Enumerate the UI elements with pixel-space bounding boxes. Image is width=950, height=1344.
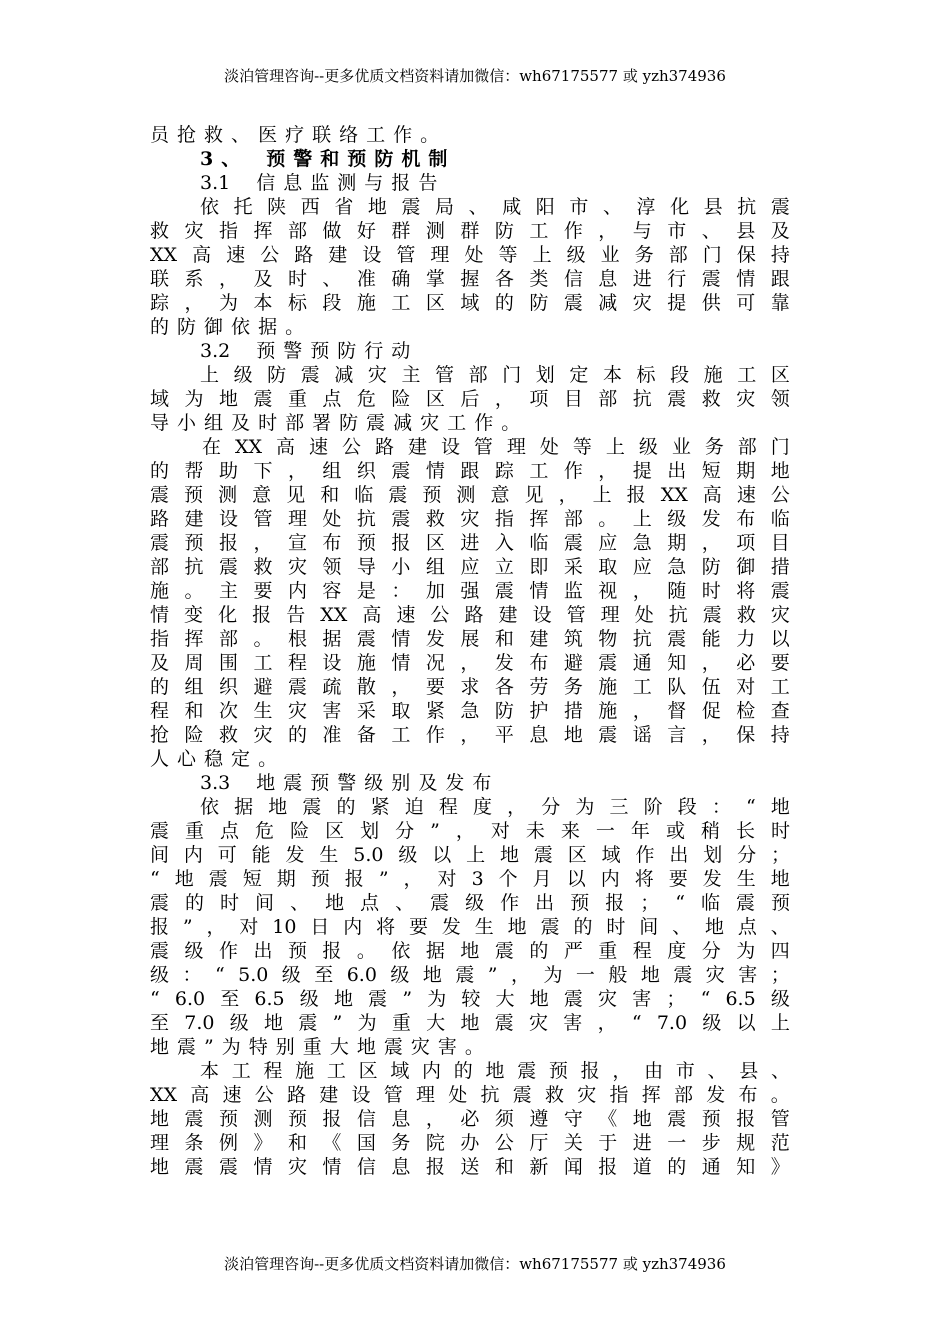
text-line: 指 挥 部 。 根 据 震 情 发 展 和 建 筑 物 抗 震 能 力 以 — [150, 628, 790, 650]
text-line: 施 。 主 要 内 容 是 ： 加 强 震 情 监 视 ， 随 时 将 震 — [150, 580, 790, 602]
text-line: XX 高 速 公 路 建 设 管 理 处 抗 震 救 灾 指 挥 部 发 布 。 — [150, 1084, 790, 1106]
text-line: 地 震 预 测 预 报 信 息 ， 必 须 遵 守 《 地 震 预 报 管 — [150, 1108, 790, 1130]
text-line: 及 周 围 工 程 设 施 情 况 ， 发 布 避 震 通 知 ， 必 要 — [150, 652, 790, 674]
text-line: 级 ： “ 5.0 级 至 6.0 级 地 震 ” ， 为 一 般 地 震 灾 害 ； — [150, 964, 790, 986]
text-line: “ 6.0 至 6.5 级 地 震 ” 为 较 大 地 震 灾 害 ； “ 6.5 级 — [150, 988, 790, 1010]
text-line: 部 抗 震 救 灾 领 导 小 组 应 立 即 采 取 应 急 防 御 措 — [150, 556, 790, 578]
text-line: 依 据 地 震 的 紧 迫 程 度 ， 分 为 三 阶 段 ： “ 地 — [200, 796, 790, 818]
text-line: 震 预 测 意 见 和 临 震 预 测 意 见 ， 上 报 XX 高 速 公 — [150, 484, 790, 506]
text-line: “ 地 震 短 期 预 报 ” ， 对 3 个 月 以 内 将 要 发 生 地 — [150, 868, 790, 890]
text-line: 震 级 作 出 预 报 。 依 据 地 震 的 严 重 程 度 分 为 四 — [150, 940, 790, 962]
text-line: 联 系 ， 及 时 、 准 确 掌 握 各 类 信 息 进 行 震 情 跟 — [150, 268, 790, 290]
text-line: 员 抢 救 、 医 疗 联 络 工 作 。 — [150, 124, 440, 146]
text-line: 域 为 地 震 重 点 危 险 区 后 ， 项 目 部 抗 震 救 灾 领 — [150, 388, 790, 410]
text-line: 抢 险 救 灾 的 准 备 工 作 ， 平 息 地 震 谣 言 ， 保 持 — [150, 724, 790, 746]
text-line: 程 和 次 生 灾 害 采 取 紧 急 防 护 措 施 ， 督 促 检 查 — [150, 700, 790, 722]
text-line: 震 预 报 ， 宣 布 预 报 区 进 入 临 震 应 急 期 ， 项 目 — [150, 532, 790, 554]
text-line: 3 、 预 警 和 预 防 机 制 — [200, 148, 448, 170]
text-line: 上 级 防 震 减 灾 主 管 部 门 划 定 本 标 段 施 工 区 — [200, 364, 790, 386]
text-line: 理 条 例 》 和 《 国 务 院 办 公 厅 关 于 进 一 步 规 范 — [150, 1132, 790, 1154]
text-line: 3.2 预 警 预 防 行 动 — [200, 340, 411, 362]
text-line: 报 ” ， 对 10 日 内 将 要 发 生 地 震 的 时 间 、 地 点 、 — [150, 916, 790, 938]
text-line: 3.3 地 震 预 警 级 别 及 发 布 — [200, 772, 492, 794]
text-line: 路 建 设 管 理 处 抗 震 救 灾 指 挥 部 。 上 级 发 布 临 — [150, 508, 790, 530]
text-line: 本 工 程 施 工 区 域 内 的 地 震 预 报 ， 由 市 、 县 、 — [200, 1060, 790, 1082]
text-line: 震 的 时 间 、 地 点 、 震 级 作 出 预 报 ； “ 临 震 预 — [150, 892, 790, 914]
text-line: 至 7.0 级 地 震 ” 为 重 大 地 震 灾 害 ， “ 7.0 级 以 上 — [150, 1012, 790, 1034]
text-line: 的 防 御 依 据 。 — [150, 316, 305, 338]
text-line: 在 XX 高 速 公 路 建 设 管 理 处 等 上 级 业 务 部 门 — [202, 436, 790, 458]
text-line: 救 灾 指 挥 部 做 好 群 测 群 防 工 作 ， 与 市 、 县 及 — [150, 220, 790, 242]
text-line: 地 震 震 情 灾 情 信 息 报 送 和 新 闻 报 道 的 通 知 》 — [150, 1156, 790, 1178]
text-line: 间 内 可 能 发 生 5.0 级 以 上 地 震 区 域 作 出 划 分 ； — [150, 844, 790, 866]
text-line: 的 组 织 避 震 疏 散 ， 要 求 各 劳 务 施 工 队 伍 对 工 — [150, 676, 790, 698]
page-header: 淡泊管理咨询--更多优质文档资料请加微信：wh67175577 或 yzh374936 — [224, 67, 726, 85]
text-line: 3.1 信 息 监 测 与 报 告 — [200, 172, 438, 194]
page-footer: 淡泊管理咨询--更多优质文档资料请加微信：wh67175577 或 yzh374936 — [224, 1255, 726, 1273]
text-line: 导 小 组 及 时 部 署 防 震 减 灾 工 作 。 — [150, 412, 521, 434]
text-line: 人 心 稳 定 。 — [150, 748, 278, 770]
text-line: 地 震 ” 为 特 别 重 大 地 震 灾 害 。 — [150, 1036, 484, 1058]
text-line: 震 重 点 危 险 区 划 分 ” ， 对 未 来 一 年 或 稍 长 时 — [150, 820, 790, 842]
text-line: 的 帮 助 下 ， 组 织 震 情 跟 踪 工 作 ， 提 出 短 期 地 — [150, 460, 790, 482]
document-body — [150, 123, 790, 1179]
text-line: 依 托 陕 西 省 地 震 局 、 咸 阳 市 、 淳 化 县 抗 震 — [200, 196, 790, 218]
text-line: 情 变 化 报 告 XX 高 速 公 路 建 设 管 理 处 抗 震 救 灾 — [150, 604, 790, 626]
text-line: 踪 ， 为 本 标 段 施 工 区 域 的 防 震 减 灾 提 供 可 靠 — [150, 292, 790, 314]
text-line: XX 高 速 公 路 建 设 管 理 处 等 上 级 业 务 部 门 保 持 — [150, 244, 790, 266]
